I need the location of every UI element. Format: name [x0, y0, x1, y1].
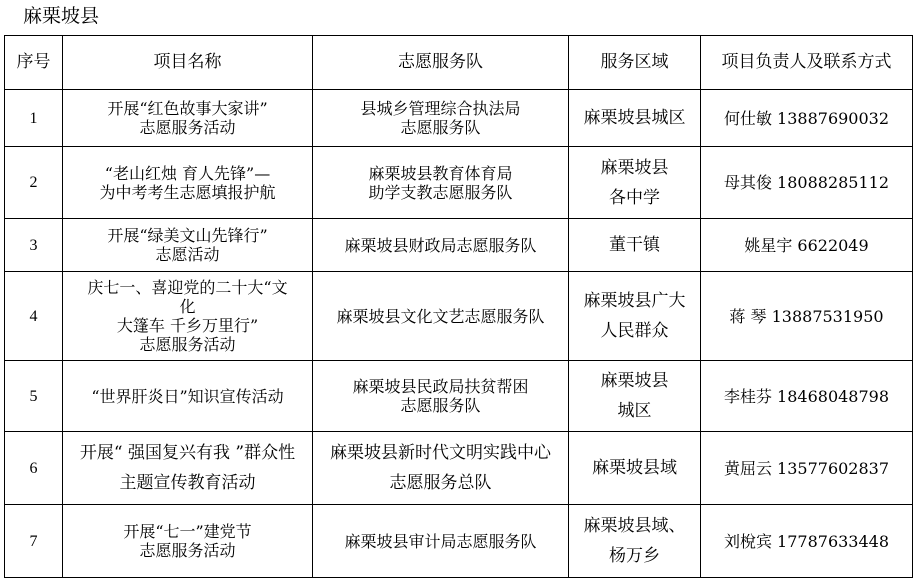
- row-number: 1: [5, 90, 63, 147]
- page-title: 麻栗坡县: [23, 5, 100, 27]
- area-line: 麻栗坡县城区: [583, 108, 686, 128]
- project-name-line: 庆七一、喜迎党的二十大“文: [87, 278, 288, 297]
- header-cell: 项目名称: [63, 36, 313, 90]
- team-line: 麻栗坡县财政局志愿服务队: [344, 235, 537, 255]
- contact-cell: 黄屈云 13577602837: [701, 432, 913, 505]
- project-name-cell: [63, 361, 313, 432]
- area-line: 人民群众: [600, 321, 669, 341]
- table-row: [5, 147, 913, 219]
- team-line: 麻栗坡县民政局扶贫帮困: [352, 377, 529, 396]
- contact-cell: 李桂芬 18468048798: [701, 361, 913, 432]
- row-number: 7: [5, 505, 63, 578]
- contact-cell: 母其俊 18088285112: [701, 147, 913, 219]
- table-row: [5, 272, 913, 361]
- project-name-cell: [63, 272, 313, 361]
- project-name-line: “老山红烛 育人先锋”—: [104, 163, 271, 183]
- area-line: 各中学: [609, 187, 660, 208]
- team-cell: [313, 147, 569, 219]
- row-number: 6: [5, 432, 63, 505]
- table-row: [5, 219, 913, 272]
- project-name-line: 开展“ 强国复兴有我 ”群众性: [79, 443, 296, 463]
- area-cell: [569, 147, 701, 219]
- area-line: 麻栗坡县广大: [583, 291, 686, 311]
- project-name-line: 志愿服务活动: [139, 335, 236, 354]
- table-row: [5, 361, 913, 432]
- team-line: 志愿服务队: [400, 118, 481, 137]
- table-row: [5, 505, 913, 578]
- area-cell: [569, 219, 701, 272]
- area-line: 麻栗坡县: [600, 157, 669, 178]
- project-name-line: 志愿活动: [155, 245, 220, 264]
- team-cell: [313, 272, 569, 361]
- contact-cell: 姚星宇 6622049: [701, 219, 913, 272]
- contact-cell: 何仕敏 13887690032: [701, 90, 913, 147]
- row-number: 5: [5, 361, 63, 432]
- team-line: 麻栗坡县新时代文明实践中心: [330, 443, 551, 463]
- table-row: [5, 432, 913, 505]
- project-name-cell: [63, 219, 313, 272]
- project-name-line: 开展“红色故事大家讲”: [107, 99, 268, 118]
- project-name-line: 志愿服务活动: [139, 118, 236, 137]
- project-name-line: 大篷车 千乡万里行”: [116, 316, 259, 335]
- header-cell: 序号: [5, 36, 63, 90]
- contact-cell: 刘梲宾 17787633448: [701, 505, 913, 578]
- area-line: 麻栗坡县域: [592, 458, 677, 478]
- team-cell: [313, 361, 569, 432]
- project-name-line: 开展“绿美文山先锋行”: [107, 226, 268, 245]
- team-cell: [313, 432, 569, 505]
- project-name-line: 为中考考生志愿填报护航: [99, 182, 276, 202]
- area-line: 杨万乡: [609, 546, 660, 566]
- team-line: 麻栗坡县审计局志愿服务队: [344, 531, 537, 551]
- project-name-line: “世界肝炎日”知识宣传活动: [91, 386, 284, 406]
- table-header-row: [5, 36, 913, 90]
- project-name-cell: [63, 505, 313, 578]
- team-line: 志愿服务总队: [389, 473, 492, 493]
- area-line: 麻栗坡县: [600, 371, 669, 391]
- project-name-line: 化: [179, 297, 196, 316]
- area-line: 麻栗坡县域、: [583, 516, 686, 536]
- row-number: 2: [5, 147, 63, 219]
- header-cell: 服务区域: [569, 36, 701, 90]
- team-cell: [313, 505, 569, 578]
- header-cell: 项目负责人及联系方式: [701, 36, 913, 90]
- area-cell: [569, 361, 701, 432]
- area-line: 董干镇: [609, 235, 660, 255]
- team-cell: [313, 90, 569, 147]
- area-line: 城区: [617, 401, 652, 421]
- row-number: 3: [5, 219, 63, 272]
- header-cell: 志愿服务队: [313, 36, 569, 90]
- row-number: 4: [5, 272, 63, 361]
- team-line: 麻栗坡县教育体育局: [368, 163, 513, 183]
- project-name-cell: [63, 147, 313, 219]
- area-cell: [569, 90, 701, 147]
- area-cell: [569, 272, 701, 361]
- area-cell: [569, 432, 701, 505]
- table-row: [5, 90, 913, 147]
- project-name-cell: [63, 90, 313, 147]
- project-name-cell: [63, 432, 313, 505]
- team-line: 助学支教志愿服务队: [368, 182, 513, 202]
- volunteer-project-table: [4, 35, 913, 578]
- project-name-line: 主题宣传教育活动: [119, 473, 256, 493]
- area-cell: [569, 505, 701, 578]
- team-line: 志愿服务队: [400, 396, 481, 415]
- project-name-line: 志愿服务活动: [139, 541, 236, 560]
- team-line: 县城乡管理综合执法局: [360, 99, 521, 118]
- team-cell: [313, 219, 569, 272]
- contact-cell: 蒋 琴 13887531950: [701, 272, 913, 361]
- team-line: 麻栗坡县文化文艺志愿服务队: [336, 306, 545, 326]
- project-name-line: 开展“七一”建党节: [123, 522, 252, 541]
